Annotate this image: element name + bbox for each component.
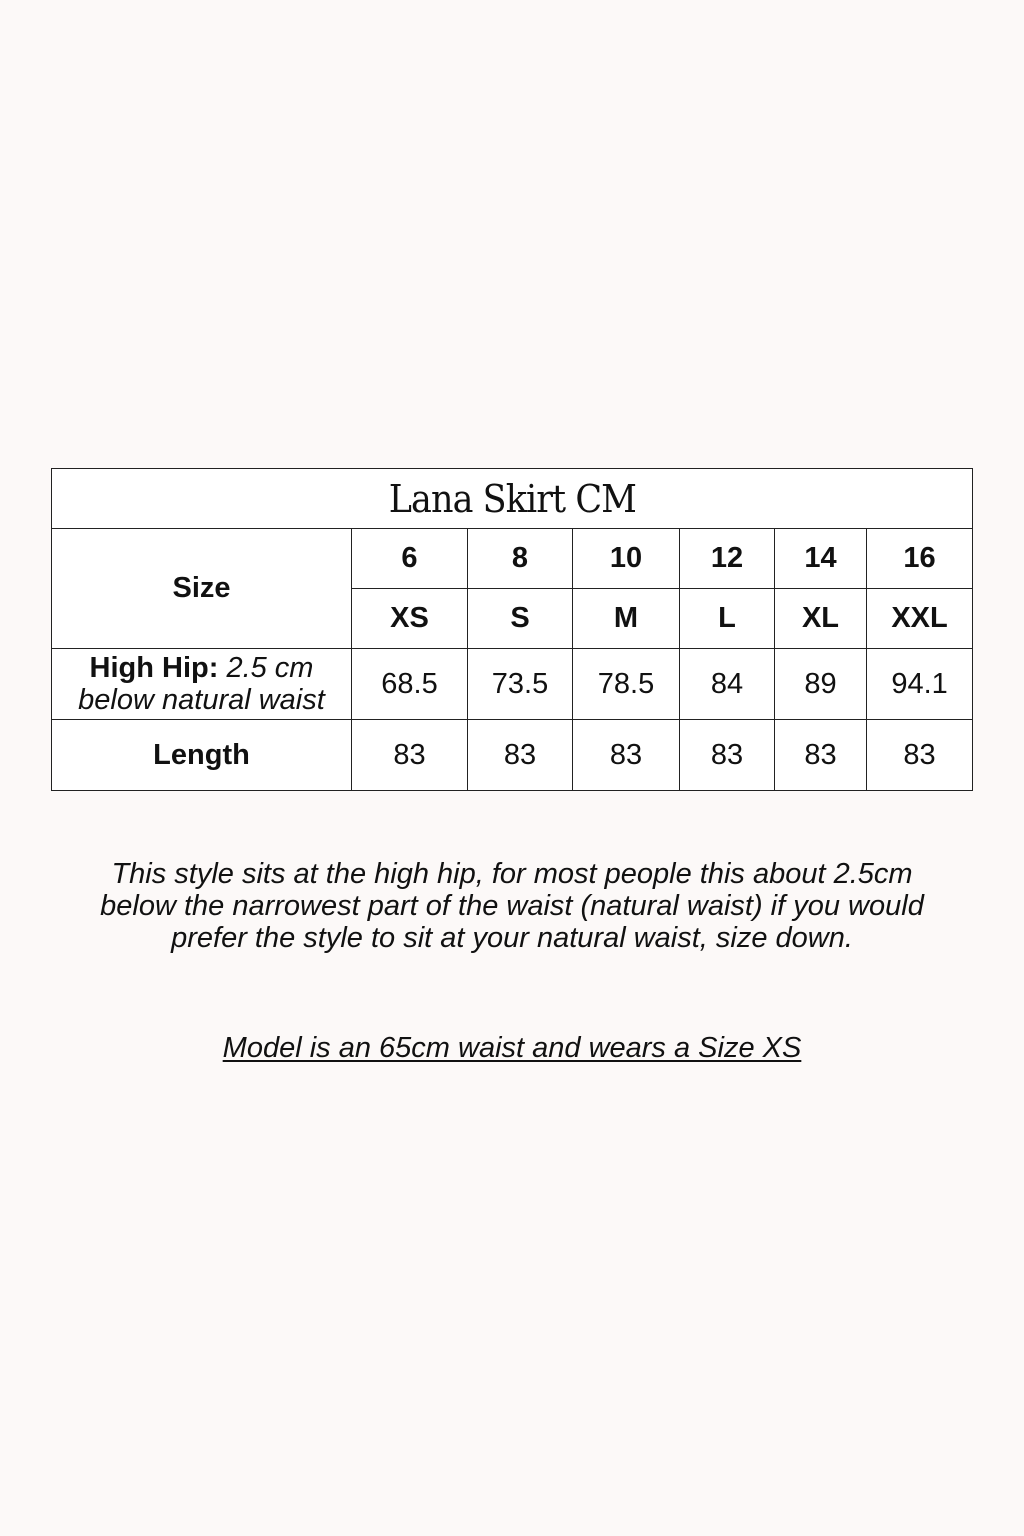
length-label: Length [52, 720, 352, 791]
high-hip-value: 94.1 [867, 649, 973, 720]
size-number-cell: 10 [573, 529, 680, 589]
high-hip-value: 78.5 [573, 649, 680, 720]
high-hip-label-cell [52, 649, 352, 720]
high-hip-description-2: below natural waist [78, 684, 325, 716]
fit-note: This style sits at the high hip, for most people this about 2.5cm below the narrowest part of the waist (natural waist) if you would prefer the style to sit at your natural waist, size down. [100, 858, 924, 954]
size-number-cell: 8 [468, 529, 573, 589]
size-number-cell: 16 [867, 529, 973, 589]
length-value: 83 [775, 720, 867, 791]
size-number-cell: 6 [352, 529, 468, 589]
length-row [52, 720, 973, 791]
length-value: 83 [352, 720, 468, 791]
size-letter-cell: S [468, 589, 573, 649]
high-hip-label: High Hip: [89, 652, 219, 684]
length-value: 83 [468, 720, 573, 791]
high-hip-value: 68.5 [352, 649, 468, 720]
size-letter-cell: XXL [867, 589, 973, 649]
high-hip-row [52, 649, 973, 720]
length-value: 83 [867, 720, 973, 791]
model-note: Model is an 65cm waist and wears a Size XS [222, 1032, 802, 1064]
chart-title: Lana Skirt CM [388, 476, 636, 521]
size-number-row [52, 529, 973, 589]
size-letter-cell: XS [352, 589, 468, 649]
size-letter-cell: XL [775, 589, 867, 649]
high-hip-value: 84 [680, 649, 775, 720]
size-number-cell: 12 [680, 529, 775, 589]
high-hip-value: 89 [775, 649, 867, 720]
size-chart-table [51, 468, 973, 791]
size-letter-cell: L [680, 589, 775, 649]
size-number-cell: 14 [775, 529, 867, 589]
length-value: 83 [573, 720, 680, 791]
chart-title-cell [52, 469, 973, 529]
high-hip-value: 73.5 [468, 649, 573, 720]
size-letter-cell: M [573, 589, 680, 649]
length-value: 83 [680, 720, 775, 791]
high-hip-description-1: 2.5 cm [226, 652, 314, 684]
size-label: Size [52, 529, 352, 649]
